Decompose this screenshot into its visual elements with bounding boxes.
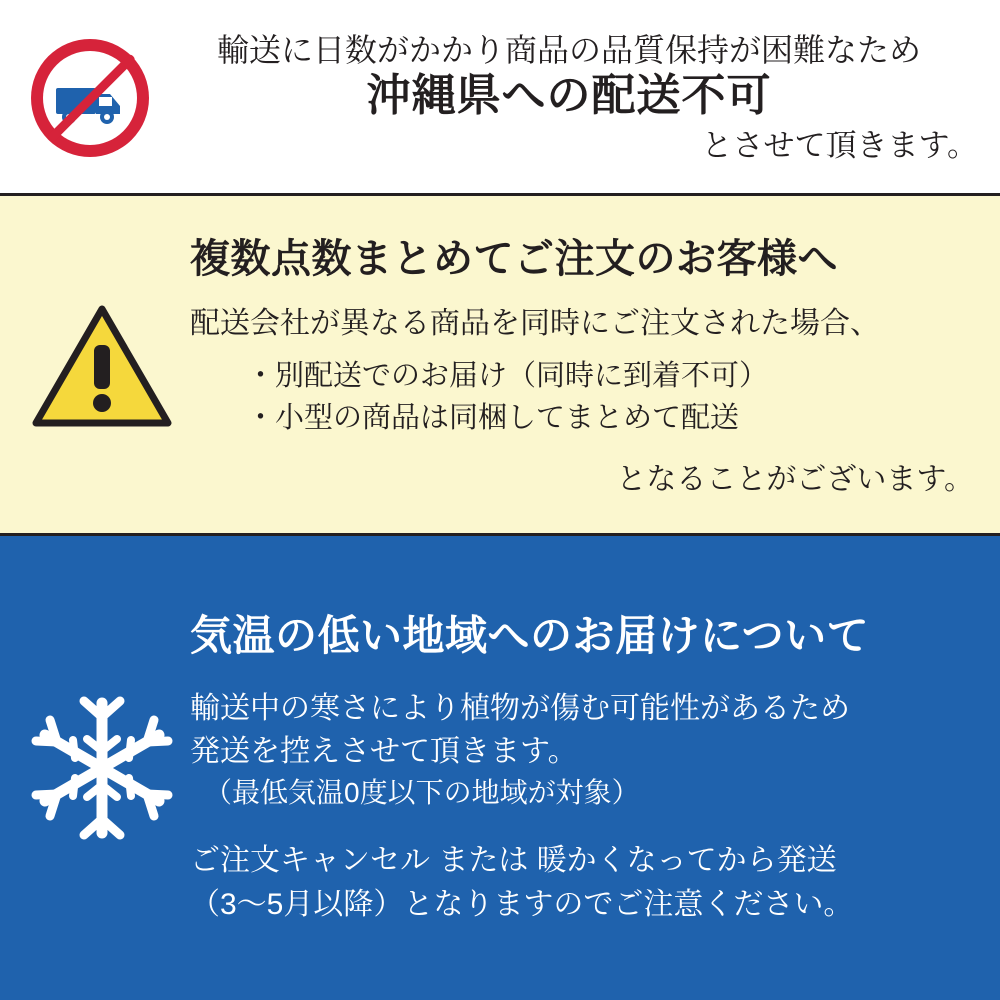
cold-region-text bbox=[190, 610, 986, 926]
section-delivery-restriction bbox=[0, 0, 1000, 196]
delivery-restriction-subtext: 輸送に日数がかかり商品の品質保持が困難なため bbox=[216, 31, 921, 68]
cold-region-body-line-5: （3〜5月以降）となりますのでご注意ください。 bbox=[190, 887, 854, 921]
warning-triangle-icon bbox=[32, 303, 172, 429]
multiple-items-closing: となることがございます。 bbox=[616, 462, 974, 496]
multiple-items-body: 配送会社が異なる商品を同時にご注文された場合、 bbox=[190, 306, 880, 340]
multiple-items-bullet-1: ・別配送でのお届け（同時に到着不可） bbox=[246, 359, 769, 392]
multiple-items-heading: 複数点数まとめてご注文のお客様へ bbox=[190, 236, 838, 281]
cold-region-heading: 気温の低い地域へのお届けについて bbox=[190, 611, 870, 659]
cold-region-body-line-2: 発送を控えさせて頂きます。 bbox=[190, 734, 578, 768]
delivery-restriction-text bbox=[158, 32, 986, 165]
section-cold-region bbox=[0, 536, 1000, 1000]
section-multiple-items bbox=[0, 196, 1000, 536]
warning-triangle-icon-container bbox=[14, 303, 190, 429]
cold-region-body-line-3: （最低気温0度以下の地域が対象） bbox=[204, 777, 640, 809]
multiple-items-bullet-2: ・小型の商品は同梱してまとめて配送 bbox=[246, 401, 740, 434]
delivery-restriction-headline: 沖縄県への配送不可 bbox=[366, 71, 772, 121]
snowflake-icon-container bbox=[14, 693, 190, 843]
cold-region-body-line-1: 輸送中の寒さにより植物が傷む可能性があるため bbox=[190, 692, 850, 726]
cold-region-spacer bbox=[190, 813, 976, 839]
multiple-items-text bbox=[190, 234, 986, 499]
delivery-restriction-closing: とさせて頂きます。 bbox=[701, 128, 978, 164]
no-truck-sign-icon-container bbox=[22, 36, 158, 160]
no-truck-sign-icon bbox=[28, 36, 152, 160]
cold-region-body-line-4: ご注文キャンセル または 暖かくなってから発送 bbox=[190, 844, 837, 878]
snowflake-icon bbox=[27, 693, 177, 843]
